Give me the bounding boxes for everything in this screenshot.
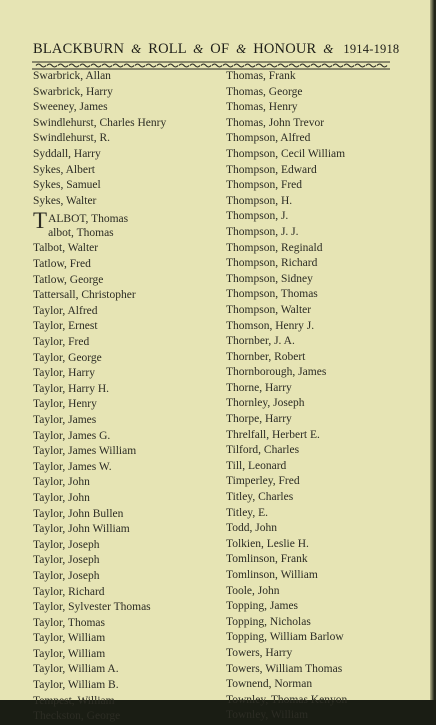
roll-entry: Tatlow, Fred (33, 258, 91, 271)
roll-entry: Taylor, Harry H. (33, 382, 110, 395)
roll-entry: Thorpe, Harry (226, 413, 292, 426)
roll-entry: Tilford, Charles (226, 444, 300, 457)
roll-entry: Thompson, Richard (226, 257, 318, 270)
roll-entry-text: ALBOT, Thomas (48, 213, 129, 226)
page-edge (430, 0, 436, 700)
roll-entry: Thompson, H. (226, 194, 293, 207)
names-column-right (226, 69, 401, 724)
roll-entry: Topping, James (226, 600, 299, 613)
roll-entry: Thomas, John Trevor (226, 116, 325, 129)
roll-entry: Taylor, James G. (33, 429, 111, 442)
roll-entry: Taylor, Joseph (33, 538, 100, 551)
roll-entry: Tattersall, Christopher (33, 289, 136, 302)
roll-entry: Taylor, William (33, 632, 106, 645)
roll-entry: Thornber, Robert (226, 350, 306, 363)
roll-entry: Taylor, William A. (33, 663, 119, 676)
roll-entry: Talbot, Walter (33, 242, 99, 255)
roll-entry: Taylor, John (33, 476, 90, 489)
roll-entry: Thorne, Harry (226, 381, 292, 394)
roll-entry: Thompson, Walter (226, 303, 312, 316)
roll-entry: Thompson, Reginald (226, 241, 323, 254)
roll-entry: Tatlow, George (33, 273, 104, 286)
header-roll: ROLL (148, 41, 187, 57)
roll-entry: Taylor, William (33, 647, 106, 660)
roll-entry: Thompson, Fred (226, 179, 303, 192)
roll-entry: Toole, John (226, 584, 280, 597)
header-honour: HONOUR (253, 41, 317, 57)
roll-entry: Swarbrick, Harry (33, 85, 113, 98)
roll-entry: Taylor, James (33, 413, 97, 426)
roll-entry: Thompson, Edward (226, 163, 317, 176)
roll-entry: Taylor, John Bullen (33, 507, 124, 520)
roll-entry: Taylor, George (33, 351, 102, 364)
roll-entry: Taylor, Henry (33, 398, 97, 411)
roll-entry: Thompson, Cecil William (226, 147, 346, 160)
roll-entry: Taylor, William B. (33, 679, 119, 692)
roll-entry: Tolkien, Leslie H. (226, 537, 309, 550)
roll-entry: albot, Thomas (48, 226, 114, 239)
roll-entry: Taylor, Fred (33, 336, 90, 348)
names-column-left (33, 69, 218, 725)
roll-entry: Taylor, Joseph (33, 554, 100, 567)
header-ornament: & (193, 41, 204, 56)
roll-entry: Taylor, Ernest (33, 320, 98, 333)
roll-entry: Topping, William Barlow (226, 631, 344, 644)
roll-entry: Taylor, Thomas (33, 616, 105, 629)
roll-entry: Threlfall, Herbert E. (226, 428, 320, 441)
roll-entry: Thompson, J. (226, 210, 289, 223)
roll-entry: Sykes, Walter (33, 194, 97, 207)
roll-entry: Taylor, Richard (33, 585, 105, 598)
roll-entry: Swindlehurst, R. (33, 132, 110, 145)
roll-entry: Swindlehurst, Charles Henry (33, 116, 167, 129)
roll-entry: Taylor, James William (33, 445, 137, 458)
header-ornament: & (323, 41, 334, 56)
roll-entry: Theckston, George (33, 710, 121, 723)
roll-entry: Sweeney, James (33, 101, 108, 114)
roll-entry: Thompson, J. J. (226, 225, 299, 238)
roll-entry: Taylor, John William (33, 523, 130, 536)
roll-entry: Townley, Thomas Kenyon (226, 693, 348, 706)
roll-entry: Taylor, Alfred (33, 304, 98, 317)
header-ornament: & (236, 41, 247, 56)
roll-entry: Syddall, Harry (33, 147, 101, 160)
roll-entry: Timperley, Fred (226, 475, 300, 488)
header-of: OF (210, 41, 230, 57)
roll-entry: Towers, Harry (226, 646, 293, 659)
roll-entry: Thompson, Alfred (226, 132, 311, 145)
roll-entry: Townend, Norman (226, 678, 313, 691)
roll-entry: Thornborough, James (226, 366, 327, 379)
roll-entry: Till, Leonard (226, 459, 287, 472)
roll-entry: Towers, William Thomas (226, 662, 343, 675)
roll-entry: Sykes, Samuel (33, 179, 101, 192)
roll-entry: Titley, E. (226, 506, 268, 519)
header-years: 1914-1918 (343, 42, 400, 56)
roll-entry: Tempest, William (33, 694, 115, 707)
roll-entry: Swarbrick, Allan (33, 70, 111, 82)
roll-entry: Taylor, James W. (33, 460, 112, 473)
header-ornament: & (131, 41, 142, 56)
roll-entry: Thomas, George (226, 85, 303, 98)
roll-entry: Topping, Nicholas (226, 615, 311, 628)
roll-entry: Thompson, Sidney (226, 272, 313, 285)
roll-entry: Titley, Charles (226, 491, 294, 504)
roll-entry: Taylor, John (33, 491, 90, 504)
roll-entry: Thomas, Henry (226, 101, 298, 114)
page-header (33, 41, 400, 58)
header-title: BLACKBURN (33, 41, 125, 57)
roll-entry: Taylor, Joseph (33, 569, 100, 582)
roll-entry: Thompson, Thomas (226, 288, 318, 301)
roll-entry: Thomas, Frank (226, 70, 296, 82)
roll-entry: Thornley, Joseph (226, 397, 305, 410)
roll-entry: Townley, William (226, 709, 309, 722)
roll-entry: Taylor, Harry (33, 367, 95, 380)
drop-cap-letter: T (33, 208, 48, 234)
roll-entry: Sykes, Albert (33, 163, 95, 176)
roll-entry: Todd, John (226, 522, 277, 535)
roll-entry: Thomson, Henry J. (226, 319, 315, 332)
roll-entry: Taylor, Sylvester Thomas (33, 601, 151, 614)
roll-entry: Tomlinson, Frank (226, 553, 308, 566)
roll-entry: Thornber, J. A. (226, 335, 295, 348)
roll-entry: Tomlinson, William (226, 569, 318, 581)
